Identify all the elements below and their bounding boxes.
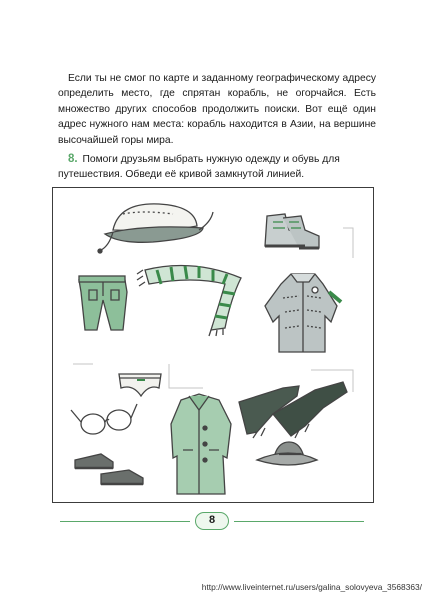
page-rule-left [60,521,190,522]
eyeglasses-illustration[interactable] [71,404,137,434]
page-number: 8 [195,512,229,530]
trousers-illustration[interactable] [79,276,127,330]
task-text: Помоги друзьям выбрать нужную одежду и обувь для путешествия. Обведи её кривой замкнутой линией. [58,154,340,181]
task-paragraph [58,152,376,183]
illustration-frame [52,187,374,503]
striped-scarf-illustration[interactable] [137,266,241,337]
underpants-illustration[interactable] [119,374,161,396]
page-rule-right [234,521,364,522]
padded-jacket-illustration[interactable] [265,274,341,352]
cowboy-hat-illustration[interactable] [257,442,317,465]
long-coat-illustration[interactable] [171,394,231,494]
hiking-boots-illustration[interactable] [265,214,319,248]
flippers-illustration[interactable] [239,382,347,438]
task-number: 8. [68,153,78,165]
fur-hat-illustration[interactable] [98,204,213,253]
intro-paragraph: Если ты не смог по карте и заданному географическому адресу определить место, где спрятан корабль, не огорчайся. Есть множество других способов продолжить поиски. Вот ещё один адрес нужного нам места: корабль находится в Азии, на вершине высочайшей горы мира. [58,73,376,146]
shoes-illustration[interactable] [75,454,143,484]
source-watermark: http://www.liveinternet.ru/users/galina_solovyeva_3568363/ [201,582,422,592]
illustration-canvas [53,188,375,504]
